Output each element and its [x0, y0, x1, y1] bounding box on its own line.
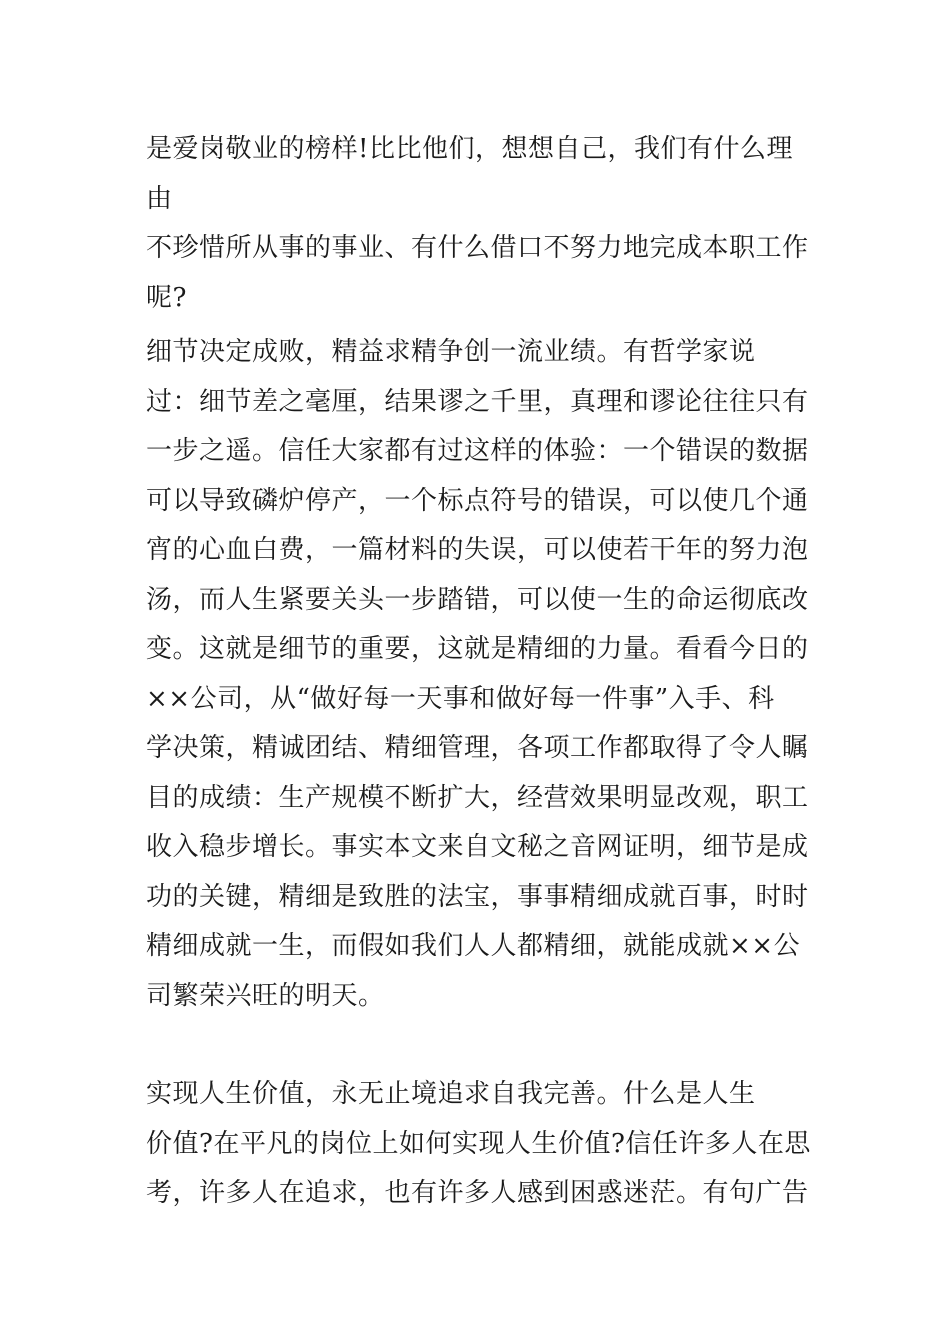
- paragraph-2: 细节决定成败，精益求精争创一流业绩。有哲学家说 过：细节差之毫厘，结果谬之千里，真理和谬论往往只有 一步之遥。信任大家都有过这样的体验：一个错误的数据 可以导致磷炉停产，一个标点符号的错误，可以使几个通 宵的心血白费，一篇材料的失误，可以使若干年的努力泡 汤，而人生紧要关头一步踏错，可以使一生的命运彻底改 变。这就是细节的重要，这就是精细的力量。看看今日的 ××公司，从“做好每一天事和做好每一件事”入手、科 学决策，精诚团结、精细管理，各项工作都取得了令人瞩 目的成绩：生产规模不断扩大，经营效果明显改观，职工 收入稳步增长。事实本文来自文秘之音网证明，细节是成 功的关键，精细是致胜的法宝，事事精细成就百事，时时 精细成就一生，而假如我们人人都精细，就能成就××公 司繁荣兴旺的明天。: [146, 337, 809, 1011]
- paragraph-3: 实现人生价值，永无止境追求自我完善。什么是人生 价值?在平凡的岗位上如何实现人生价值?信任许多人在思 考，许多人在追求，也有许多人感到困惑迷茫。有句广告: [146, 1079, 811, 1208]
- paragraph-1: 是爱岗敬业的榜样!比比他们，想想自己，我们有什么理由 不珍惜所从事的事业、有什么借口不努力地完成本职工作 呢?: [146, 134, 809, 313]
